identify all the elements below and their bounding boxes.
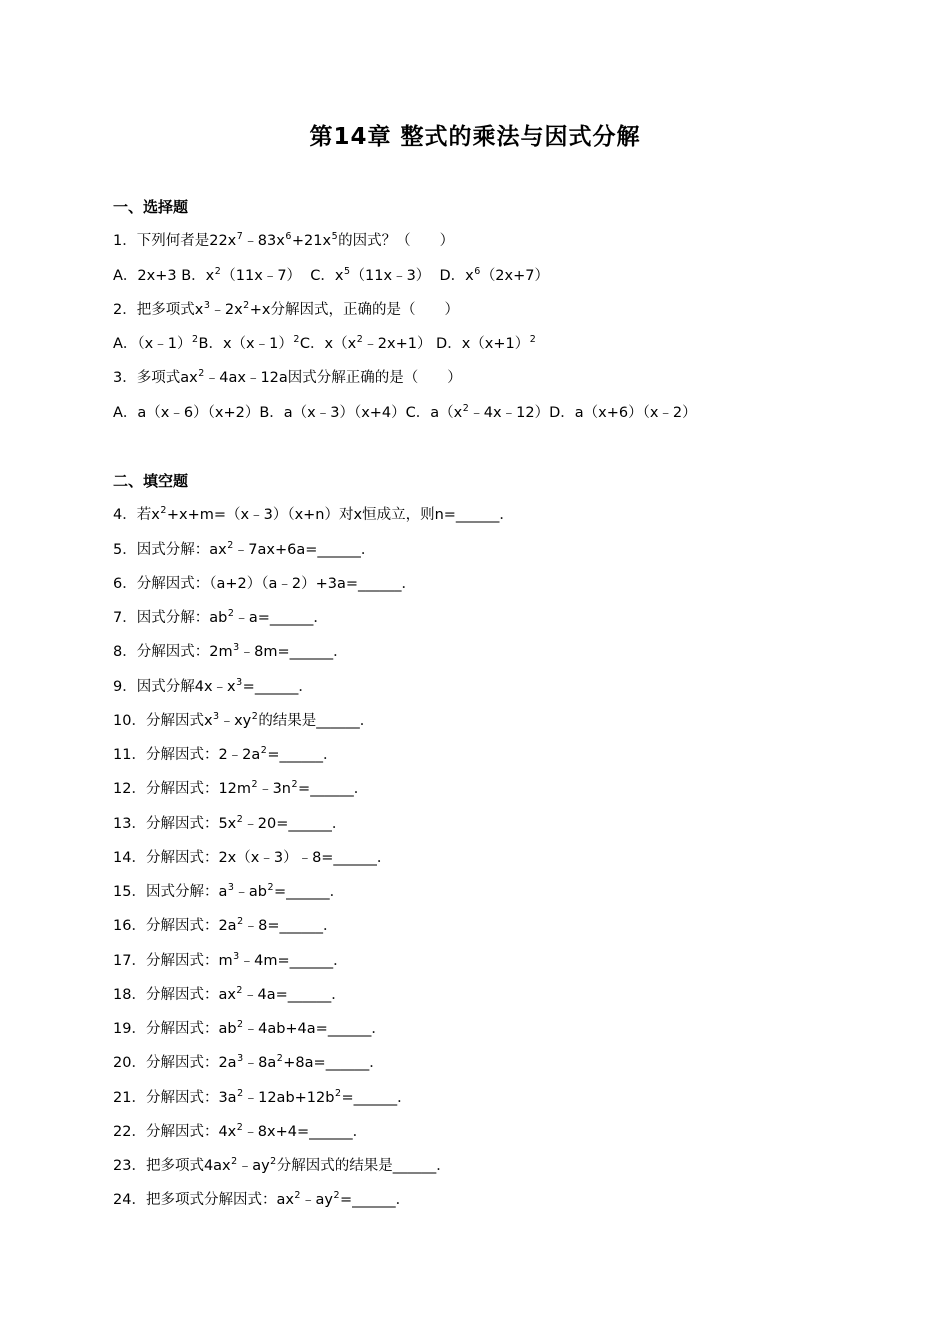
text-segment: 18．分解因式：ax	[113, 986, 236, 1003]
text-segment: 4．若x	[113, 507, 160, 524]
question-line	[113, 1081, 913, 1115]
text-segment: +x+m=（x﹣3）（x+n）对x恒成立，则n=______．	[166, 507, 514, 524]
question-line	[113, 498, 913, 532]
text-segment: 11．分解因式：2﹣2a	[113, 747, 261, 763]
text-segment: =______．	[274, 884, 345, 900]
superscript: 2	[251, 779, 258, 791]
options-line	[113, 396, 913, 430]
text-segment: ﹣8a	[243, 1055, 277, 1072]
superscript: 3	[233, 950, 240, 962]
question-line	[113, 293, 913, 327]
question-line	[113, 738, 913, 772]
question-line	[113, 807, 913, 841]
superscript: 2	[191, 334, 199, 345]
superscript: 2	[356, 334, 363, 345]
text-segment: ﹣20=______．	[243, 815, 347, 832]
superscript: 2	[236, 813, 243, 825]
question-line	[113, 841, 913, 875]
text-segment: ﹣2x	[210, 301, 243, 318]
question-line	[113, 533, 913, 567]
options-line	[113, 259, 913, 293]
text-segment: ﹣a=______．	[234, 610, 328, 626]
text-segment: ﹣4m=______．	[239, 952, 348, 969]
question-line	[113, 567, 913, 601]
question-line	[113, 1149, 913, 1183]
text-segment: A．2x+3 B．x	[113, 267, 215, 284]
text-segment: ﹣2x+1） D．x（x+1）	[363, 336, 530, 352]
superscript: 3	[236, 676, 243, 688]
question-line	[113, 875, 913, 909]
text-segment: 14．分解因式：2x（x﹣3）﹣8=______．	[113, 849, 392, 866]
text-segment: ﹣8x+4=______．	[243, 1123, 368, 1140]
text-segment: 3．多项式ax	[113, 370, 198, 387]
text-segment: 20．分解因式：2a	[113, 1055, 237, 1072]
text-segment: =______．	[298, 781, 369, 798]
superscript: 2	[227, 539, 234, 551]
text-segment: ﹣ay	[237, 1158, 270, 1174]
text-segment: ﹣4a=______．	[242, 986, 346, 1003]
text-segment: ﹣xy	[219, 712, 252, 729]
superscript: 5	[343, 265, 351, 277]
text-segment: ﹣83x	[243, 233, 285, 250]
superscript: 2	[333, 1190, 340, 1202]
text-segment: =______．	[341, 1089, 412, 1106]
superscript: 2	[276, 1053, 283, 1065]
superscript: 2	[227, 608, 234, 619]
text-segment: 19．分解因式：ab	[113, 1021, 237, 1037]
text-segment: 22．分解因式：4x	[113, 1123, 237, 1140]
section-1	[113, 190, 913, 430]
text-segment: 5．因式分解：ax	[113, 541, 227, 558]
question-line	[113, 361, 913, 395]
question-line	[113, 1046, 913, 1080]
text-segment: 10．分解因式x	[113, 712, 213, 729]
text-segment: ﹣4x﹣12）D．a（x+6）（x﹣2）	[469, 404, 697, 421]
page-title: 第14章 整式的乘法与因式分解	[309, 124, 641, 150]
question-line	[113, 909, 913, 943]
text-segment: 8．分解因式：2m	[113, 644, 233, 661]
superscript: 2	[251, 710, 258, 722]
question-line	[113, 601, 913, 635]
text-segment: （11x﹣7） C．x	[221, 267, 344, 284]
superscript: 5	[331, 231, 338, 243]
text-segment: 的因式？（ ）	[338, 233, 455, 250]
text-segment: ﹣7ax+6a=______．	[233, 541, 376, 558]
superscript: 3	[233, 642, 240, 654]
superscript: 2	[198, 368, 205, 380]
text-segment: ﹣4ab+4a=______．	[243, 1021, 386, 1037]
superscript: 2	[260, 745, 267, 756]
superscript: 2	[529, 334, 536, 345]
superscript: 2	[236, 1121, 243, 1133]
superscript: 6	[474, 265, 481, 277]
superscript: 2	[270, 1156, 277, 1167]
text-segment: 9．因式分解4x﹣x	[113, 678, 236, 695]
superscript: 2	[291, 779, 298, 791]
superscript: 2	[237, 1019, 244, 1030]
superscript: 2	[334, 1087, 342, 1099]
superscript: 2	[267, 882, 274, 893]
text-segment: 12．分解因式：12m	[113, 781, 252, 798]
text-segment: B．x（x﹣1）	[198, 336, 293, 352]
text-segment: 分解因式的结果是______．	[276, 1158, 451, 1174]
superscript: 2	[462, 402, 469, 414]
text-segment: （11x﹣3） D．x	[350, 267, 474, 284]
text-segment: 21．分解因式：3a	[113, 1089, 237, 1106]
text-segment: 6．分解因式：（a+2）（a﹣2）+3a=______．	[113, 575, 417, 592]
question-line	[113, 1012, 913, 1046]
section-2	[113, 464, 913, 1218]
text-segment: （2x+7）	[480, 267, 549, 284]
superscript: 2	[243, 299, 250, 311]
text-segment: ﹣ay	[300, 1192, 333, 1209]
question-line	[113, 944, 913, 978]
text-segment: 13．分解因式：5x	[113, 815, 237, 832]
question-line	[113, 635, 913, 669]
superscript: 2	[237, 1087, 244, 1099]
text-segment: ﹣3n	[258, 781, 291, 798]
text-segment: C．x（x	[299, 336, 357, 352]
superscript: 2	[294, 1190, 301, 1202]
question-line	[113, 978, 913, 1012]
text-segment: ﹣ab	[234, 884, 267, 900]
superscript: 2	[237, 916, 244, 928]
superscript: 3	[213, 710, 220, 722]
superscript: 2	[214, 265, 221, 277]
question-line	[113, 1183, 913, 1217]
superscript: 2	[293, 334, 300, 345]
text-segment: =______．	[242, 678, 313, 695]
text-segment: ﹣4ax﹣12a因式分解正确的是（ ）	[204, 370, 462, 387]
text-segment: +21x	[291, 233, 332, 250]
options-line	[113, 327, 913, 361]
text-segment: 23．把多项式4ax	[113, 1158, 231, 1174]
superscript: 3	[237, 1053, 244, 1065]
text-segment: 24．把多项式分解因式：ax	[113, 1192, 294, 1209]
text-segment: 15．因式分解：a	[113, 884, 228, 900]
text-segment: 16．分解因式：2a	[113, 918, 237, 935]
text-segment: ﹣8m=______．	[239, 644, 348, 661]
superscript: 6	[285, 231, 292, 243]
superscript: 2	[231, 1156, 238, 1167]
superscript: 7	[236, 231, 243, 243]
text-segment: 的结果是______．	[258, 712, 375, 729]
text-segment: 7．因式分解：ab	[113, 610, 228, 626]
section-heading: 一、选择题	[113, 198, 189, 216]
question-line	[113, 704, 913, 738]
text-segment: A．（x﹣1）	[113, 336, 192, 352]
text-segment: ﹣12ab+12b	[243, 1089, 335, 1106]
question-line	[113, 1115, 913, 1149]
text-segment: +8a=______．	[283, 1055, 384, 1072]
text-segment: 2．把多项式x	[113, 301, 204, 318]
text-segment: 17．分解因式：m	[113, 952, 233, 969]
superscript: 2	[160, 505, 167, 517]
text-segment: =______．	[339, 1192, 411, 1209]
section-heading: 二、填空题	[113, 472, 189, 490]
text-segment: ﹣8=______．	[243, 918, 338, 935]
question-line	[113, 670, 913, 704]
superscript: 3	[203, 299, 210, 311]
superscript: 3	[227, 882, 234, 893]
text-segment: A．a（x﹣6）（x+2）B．a（x﹣3）（x+4）C．a（x	[113, 404, 463, 421]
document-body	[113, 190, 913, 1218]
question-line	[113, 772, 913, 806]
question-line	[113, 224, 913, 258]
text-segment: =______．	[267, 747, 338, 763]
text-segment: +x分解因式，正确的是（ ）	[249, 301, 459, 318]
superscript: 2	[236, 984, 243, 996]
text-segment: 1．下列何者是22x	[113, 233, 237, 250]
